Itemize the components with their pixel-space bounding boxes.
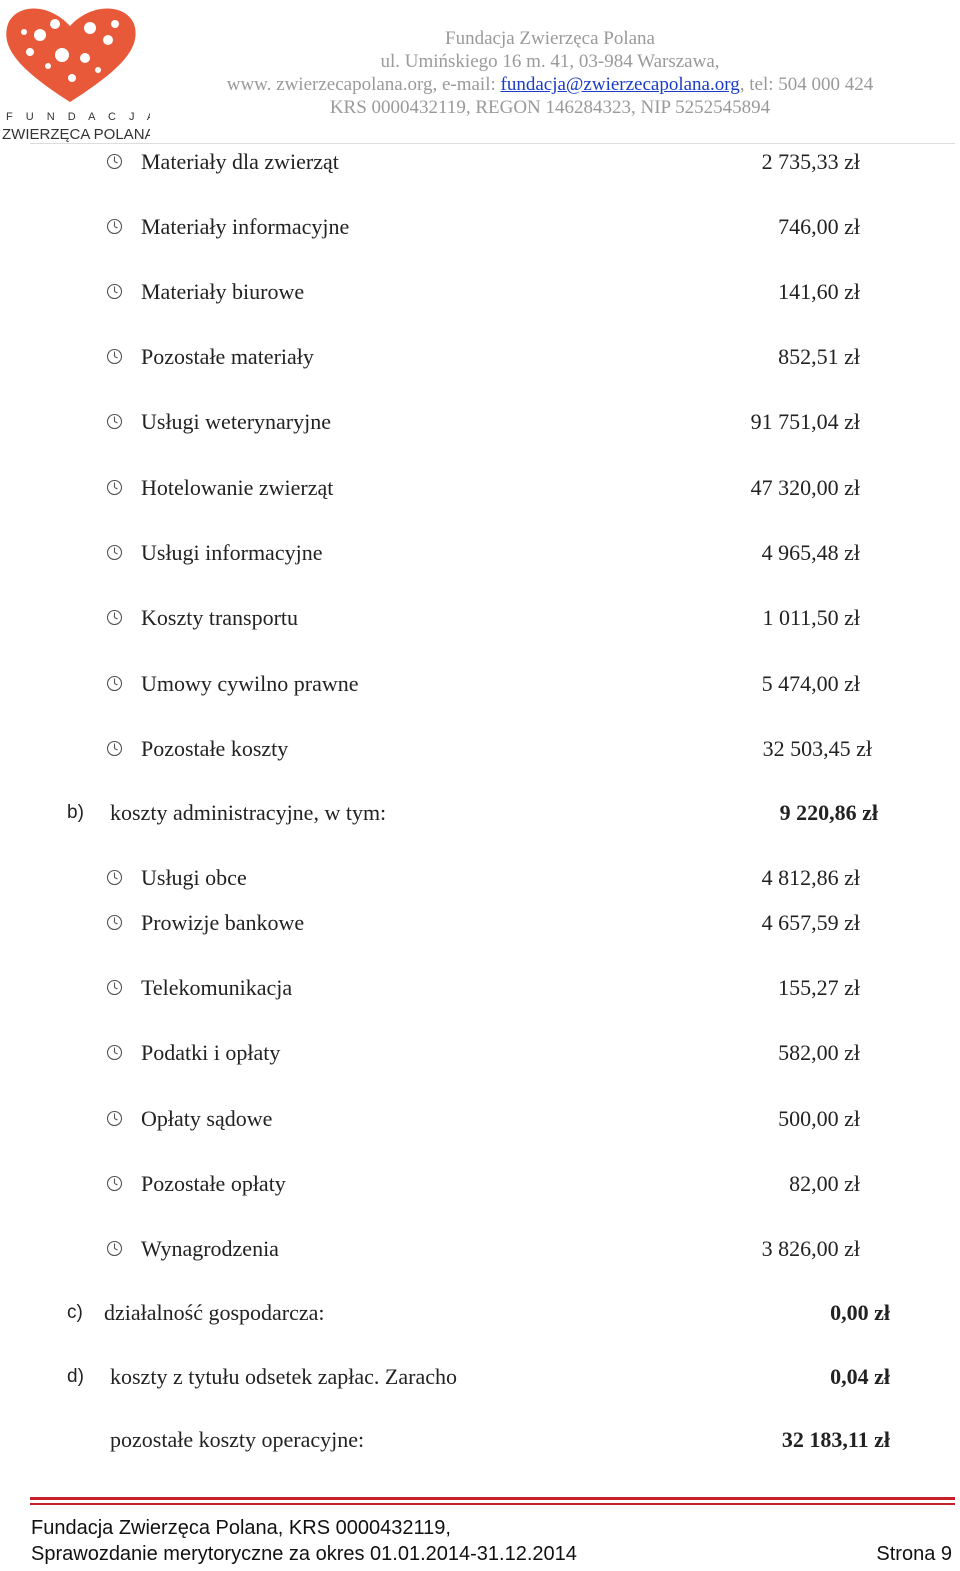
clock-bullet-icon [106, 609, 123, 626]
section-label: pozostałe koszty operacyjne: [110, 1427, 365, 1452]
clock-bullet-icon [106, 413, 123, 430]
item-amount: 5 474,00 zł [761, 671, 860, 696]
item-amount: 746,00 zł [778, 214, 860, 239]
clock-bullet-icon [106, 1044, 123, 1061]
item-amount: 582,00 zł [778, 1040, 860, 1065]
section-label: koszty z tytułu odsetek zapłac. Zaracho [110, 1364, 457, 1389]
clock-bullet-icon [106, 283, 123, 300]
page-number: Strona 9 [876, 1543, 952, 1565]
item-amount: 47 320,00 zł [750, 475, 860, 500]
list-item [0, 1234, 960, 1264]
item-label: Telekomunikacja [141, 975, 293, 1000]
item-amount: 91 751,04 zł [750, 409, 860, 434]
clock-bullet-icon [106, 153, 123, 170]
item-amount: 155,27 zł [778, 975, 860, 1000]
clock-bullet-icon [106, 979, 123, 996]
item-amount: 32 503,45 zł [762, 736, 872, 761]
item-label: Pozostałe materiały [141, 344, 314, 369]
item-amount: 4 657,59 zł [761, 910, 860, 935]
header-contact: www. zwierzecapolana.org, e-mail: fundacja@zwierzecapolana.org, tel: 504 000 424 [226, 74, 874, 95]
item-label: Umowy cywilno prawne [141, 671, 359, 696]
clock-bullet-icon [106, 479, 123, 496]
clock-bullet-icon [106, 914, 123, 931]
section-b-header [0, 798, 960, 828]
item-amount: 2 735,33 zł [761, 149, 860, 174]
svg-text:F U N D A C J A: F U N D A C J A [6, 111, 150, 123]
list-item [0, 863, 960, 893]
list-item [0, 973, 960, 1003]
item-label: Usługi informacyjne [141, 540, 323, 565]
item-label: Materiały informacyjne [141, 214, 350, 239]
item-amount: 852,51 zł [778, 344, 860, 369]
section-c-header [0, 1298, 960, 1328]
list-item [0, 212, 960, 242]
item-label: Prowizje bankowe [141, 910, 305, 935]
foundation-logo [0, 0, 150, 142]
list-item [0, 734, 960, 764]
section-label: działalność gospodarcza: [104, 1300, 325, 1325]
item-label: Koszty transportu [141, 605, 299, 630]
header-registry: KRS 0000432119, REGON 146284323, NIP 5252545894 [329, 97, 771, 118]
list-item [0, 407, 960, 437]
item-label: Hotelowanie zwierząt [141, 475, 334, 500]
list-item [0, 538, 960, 568]
clock-bullet-icon [106, 869, 123, 886]
list-item [0, 908, 960, 938]
clock-bullet-icon [106, 740, 123, 757]
footer-org: Fundacja Zwierzęca Polana, KRS 0000432119, [31, 1517, 451, 1539]
svg-text:ZWIERZĘCA POLANA: ZWIERZĘCA POLANA [2, 126, 150, 142]
section-letter: b) [67, 802, 84, 823]
clock-bullet-icon [106, 348, 123, 365]
list-item [0, 473, 960, 503]
clock-bullet-icon [106, 218, 123, 235]
item-label: Opłaty sądowe [141, 1106, 273, 1131]
item-amount: 4 812,86 zł [761, 865, 860, 890]
clock-bullet-icon [106, 544, 123, 561]
item-amount: 141,60 zł [778, 279, 860, 304]
section-amount: 0,00 zł [830, 1300, 890, 1325]
item-amount: 4 965,48 zł [761, 540, 860, 565]
clock-bullet-icon [106, 1175, 123, 1192]
section-amount: 0,04 zł [830, 1364, 890, 1389]
section-label: koszty administracyjne, w tym: [110, 800, 387, 825]
item-amount: 500,00 zł [778, 1106, 860, 1131]
item-label: Usługi obce [141, 865, 247, 890]
list-item [0, 669, 960, 699]
item-label: Pozostałe koszty [141, 736, 289, 761]
header-divider [30, 143, 955, 144]
section-other-header [0, 1425, 960, 1455]
item-amount: 82,00 zł [789, 1171, 860, 1196]
footer-divider [30, 1503, 955, 1505]
list-item [0, 342, 960, 372]
list-item [0, 1169, 960, 1199]
list-item [0, 147, 960, 177]
item-amount: 1 011,50 zł [762, 605, 860, 630]
item-label: Podatki i opłaty [141, 1040, 281, 1065]
list-item [0, 1104, 960, 1134]
list-item [0, 603, 960, 633]
item-label: Materiały dla zwierząt [141, 149, 339, 174]
section-letter: d) [67, 1366, 84, 1387]
section-amount: 9 220,86 zł [779, 800, 878, 825]
list-item [0, 1038, 960, 1068]
clock-bullet-icon [106, 1240, 123, 1257]
item-label: Materiały biurowe [141, 279, 305, 304]
section-d-header [0, 1362, 960, 1392]
clock-bullet-icon [106, 1110, 123, 1127]
footer-divider [30, 1497, 955, 1500]
clock-bullet-icon [106, 675, 123, 692]
item-label: Pozostałe opłaty [141, 1171, 286, 1196]
item-amount: 3 826,00 zł [761, 1236, 860, 1261]
section-amount: 32 183,11 zł [781, 1427, 890, 1452]
header-org-name: Fundacja Zwierzęca Polana [445, 28, 655, 49]
header-address: ul. Umińskiego 16 m. 41, 03-984 Warszawa, [380, 51, 720, 72]
footer-report: Sprawozdanie merytoryczne za okres 01.01.2014-31.12.2014 [31, 1543, 577, 1565]
section-letter: c) [67, 1302, 83, 1323]
list-item [0, 277, 960, 307]
item-label: Usługi weterynaryjne [141, 409, 331, 434]
item-label: Wynagrodzenia [141, 1236, 279, 1261]
email-link[interactable]: fundacja@zwierzecapolana.org [500, 74, 740, 95]
